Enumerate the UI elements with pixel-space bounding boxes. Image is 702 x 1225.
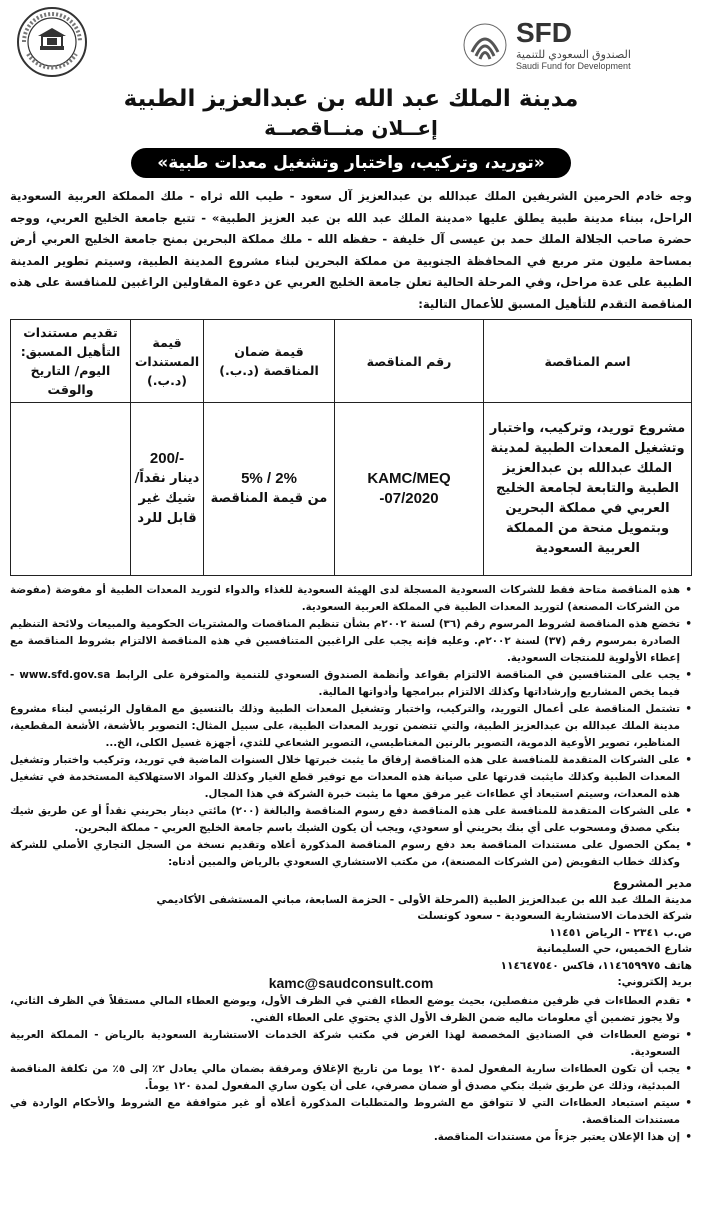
- guarantee-value: 5% / 2%: [241, 470, 297, 487]
- tender-title-banner: «توريد، وتركيب، واختبار وتشغيل معدات طبية»: [131, 148, 571, 178]
- guarantee-note: من قيمة المناقصة: [210, 491, 328, 506]
- sfd-logo: [462, 18, 632, 74]
- header-submission-date: تقديم مستندات التأهيل المسبق: اليوم/ التاريخ والوقت: [11, 320, 131, 403]
- arabian-gulf-university-seal-icon: [16, 6, 88, 78]
- sfd-arabic-name: الصندوق السعودي للتنمية: [516, 49, 631, 61]
- sfd-emblem-icon: [462, 22, 508, 68]
- list-item: • تقدم العطاءات في ظرفين منفصلين، بحيث يوضع العطاء الفني في الظرف الأول، ويوضع العطاء المالي مستقلاً في الظرف الثاني، ولا يجوز تضمين أي معلومات ماليه ضمن الظرف الأول الذي يحتوي على العطاء الفني.: [10, 993, 692, 1027]
- page-subtitle: إعــلان منــاقصــة: [264, 116, 438, 140]
- contact-line: مدينة الملك عبد الله بن عبدالعزيز الطبية (المرحلة الأولى - الحزمة السابعة، مباني المستشفى الأكاديمي: [156, 893, 692, 906]
- list-item: • على الشركات المتقدمة للمنافسة على هذه المناقصة دفع رسوم المناقصة والبالغة (٢٠٠) مائتي دينار بحريني نقداً أو عن طريق شيك بنكي مصدق ومسحوب على أي بنك بحريني أو سعودي، ويجب أن يكون الشيك باسم جامعة الخليج العربي - مملكة البحرين.: [10, 803, 692, 837]
- cell-tender-name: مشروع توريد، وتركيب، واختبار وتشغيل المعدات الطبية لمدينة الملك عبدالله بن عبدالعزيز الطبية والتابعة لجامعة الخليج العربي في مملكة البحرين وبتمويل منحة من المملكة العربية السعودية: [484, 403, 692, 576]
- intro-paragraph: وجه خادم الحرمين الشريفين الملك عبدالله بن عبدالعزيز آل سعود - طيب الله ثراه - ملك المملكة العربية السعودية الراحل، ببناء مدينة طبية يطلق عليها «مدينة الملك عبد الله بن عبد العزيز الطبية» - تتبع جامعة الخليج العربي، ووجه حضرة صاحب الجلالة الملك حمد بن عيسى آل خليفة - حفظه الله - ملك مملكة البحرين بمنح جامعة الخليج العربي أرض بمساحة مليون متر مربع في المحافظة الجنوبية من مملكة البحرين لبناء مشروع المدينة الطبية، وسيتم تطوير المدينة الطبية على عدة مراحل، وفي المرحلة الحالية تعلن جامعة الخليج العربي عن دعوة المقاولين الراغبين للمنافسة على هذه المناقصة التقدم للتأهيل المسبق للأعمال التالية:: [10, 189, 692, 311]
- sfd-name: SFD: [516, 17, 572, 48]
- document-note: دينار نقداً/ شيك غير قابل للرد: [134, 471, 200, 526]
- header-tender-name: اسم المناقصة: [484, 320, 692, 403]
- cell-guarantee: [204, 403, 335, 576]
- list-item: • يمكن الحصول على مستندات المناقصة بعد دفع رسوم المناقصة المذكورة أعلاه وتقديم نسخة من السجل التجاري الأصلي للشركة وكذلك خطاب التفويض (من الشركات المصنعة)، من مكتب الاستشاري السعودي بالرياض والمبين أدناه:: [10, 837, 692, 871]
- header: [10, 0, 692, 82]
- table-row: [11, 403, 692, 576]
- contact-line: ص.ب ٢٣٤١ - الرياض ١١٤٥١: [549, 926, 692, 939]
- tender-table: [10, 319, 692, 576]
- contact-line: شركة الخدمات الاستشارية السعودية - سعود كونسلت: [417, 910, 692, 922]
- list-item: • تخضع هذه المناقصة لشروط المرسوم رقم (٣٦) لسنة ٢٠٠٢م بشأن تنظيم المناقصات والمشتريات الحكومية والمبيعات ولائحة التنظيم الصادرة بمرسوم رقم (٣٧) لسنة ٢٠٠٢م. وعليه فإنه يجب على الراغبين المتنافسين في هذه المناقصة الالتزام بشروط المناقصة مع إعطاء الأولوية للمنتجات السعودية.: [10, 616, 692, 667]
- contact-line: بريد إلكتروني:: [617, 976, 692, 988]
- list-item: • تشتمل المناقصة على أعمال التوريد، والتركيب، واختبار وتشغيل المعدات الطبية وذلك بالتنسيق مع المقاول الرئيسي لبناء مشروع مدينة الملك عبدالله بن عبدالعزيز الطبية، والتي تتضمن توريد المعدات الطبية، على سبيل المثال: التصوير بالأشعة، الأشعة المقطعية، المناظير، تصوير الأوعية الدموية، التصوير بالرنين المغناطيسي، التصوير الشعاعي للثدي، أجهزة غسيل الكلى، الخ...: [10, 701, 692, 752]
- header-guarantee-value: قيمة ضمان المناقصة (د.ب.): [204, 320, 335, 403]
- list-item: • إن هذا الإعلان يعتبر جزءاً من مستندات المناقصة.: [10, 1129, 692, 1146]
- submission-rules-list: [10, 993, 692, 1146]
- list-item: • توضع العطاءات في الصناديق المخصصة لهذا الغرض في مكتب شركة الخدمات الاستشارية السعودية بالرياض - المملكة العربية السعودية.: [10, 1027, 692, 1061]
- header-document-value: قيمة المستندات (د.ب.): [131, 320, 204, 403]
- sfd-english-name: Saudi Fund for Development: [516, 61, 631, 71]
- table-header-row: [11, 320, 692, 403]
- list-item: • على الشركات المتقدمة للمنافسة على هذه المناقصة إرفاق ما يثبت خبرتها خلال السنوات الماضية في توريد، وتركيب واختبار وتشغيل المعدات الطبية وكذلك مايثبت قدرتها على صيانة هذه المعدات مع توفير قطع الغيار وكذلك المواد الاستهلاكية المستخدمة في تشغيل هذه المعدات، وسيتم استبعاد أي عطاءات غير مرفق معها ما يثبت خبرة الشركة في هذا المجال.: [10, 752, 692, 803]
- cell-submission-date: [11, 403, 131, 576]
- header-tender-number: رقم المناقصة: [335, 320, 484, 403]
- cell-document-value: [131, 403, 204, 576]
- list-item: • هذه المناقصة متاحة فقط للشركات السعودية المسجلة لدى الهيئة السعودية للغذاء والدواء لتوريد المعدات الطبية أو مفوضة (مفوضة من الشركات المصنعة) لتوريد المعدات الطبية في المملكة العربية السعودية.: [10, 582, 692, 616]
- list-item: • يجب على المتنافسين في المناقصة الالتزام بقواعد وأنظمة الصندوق السعودي للتنمية والمتوفرة على الرابط www.sfd.gov.sa - فيما يخص المشاريع وإرشاداتها وكذلك الالتزام ببرامجها وأدواتها المالية.: [10, 667, 692, 701]
- contact-line: هاتف ١١٤٦٥٩٩٧٥، فاكس ١١٤٦٤٧٥٤٠: [500, 959, 692, 972]
- conditions-list: [10, 582, 692, 871]
- contact-heading: مدير المشروع: [612, 876, 692, 890]
- list-item: • سيتم استبعاد العطاءات التي لا تتوافق مع الشروط والمتطلبات المذكورة أعلاه أو غير متوافقة مع الشروط والأحكام الواردة في مستندات المناقصة.: [10, 1095, 692, 1129]
- cell-tender-number: KAMC/MEQ -07/2020: [335, 403, 484, 576]
- list-item: • يجب أن تكون العطاءات سارية المفعول لمدة ١٢٠ يوما من تاريخ الإغلاق ومرفقة بضمان مالي يعادل ٢٪ إلى ٥٪ من تكلفة المناقصة المبدئية، وذلك عن طريق شيك بنكي مصدق أو ضمان مصرفي، على أن يكون ساري المفعول لمدة ١٢٠ يوماً.: [10, 1061, 692, 1095]
- page-title: مدينة الملك عبد الله بن عبدالعزيز الطبية: [123, 86, 579, 112]
- contact-email-link[interactable]: kamc@saudconsult.com: [268, 974, 434, 991]
- document-value: 200/-: [149, 450, 185, 467]
- contact-block: [10, 875, 692, 991]
- contact-line: شارع الخميس، حي السليمانية: [536, 943, 692, 955]
